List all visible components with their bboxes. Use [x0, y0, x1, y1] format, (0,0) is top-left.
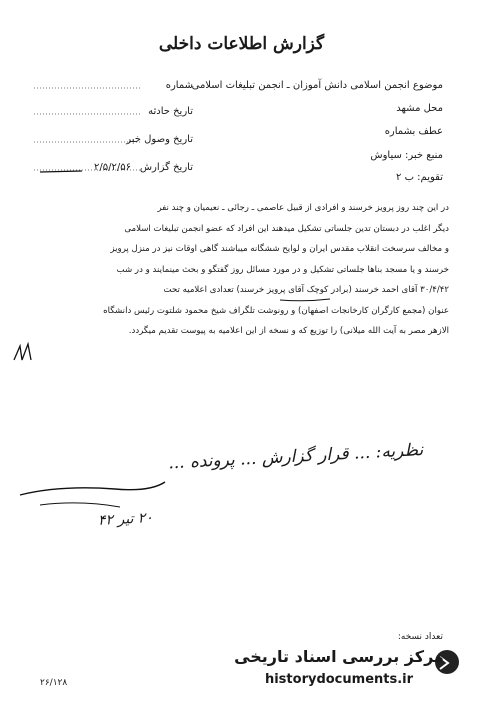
handwritten-note: نظریه: ... قرار گزارش ... پرونده ... — [167, 440, 424, 474]
report-body — [37, 198, 449, 342]
receipt-date-label: تاریخ وصول خبر — [126, 134, 193, 145]
copies-label: تعداد نسخه: — [397, 632, 443, 642]
body-line: خرسند و یا مسجد بناها جلساتی تشکیل و در مورد مسائل روز گفتگو و بحث مینمایند و در شب — [116, 264, 449, 275]
body-line: عنوان (مجمع کارگران کارخانجات اصفهان) و رونوشت تلگراف شیخ محمود شلتوت رئیس دانشگاه — [103, 305, 449, 316]
report-date-label: تاریخ گزارش — [139, 162, 193, 173]
footer-code: ۲۶/۱۲۸ — [40, 678, 68, 688]
report-date-value: ۲/۵/۲/۵۶ — [94, 162, 131, 173]
body-line: و مخالف سرسخت انقلاب مقدس ایران و لوایح ششگانه میباشند گاهی اوقات نیز در منزل پرویز — [110, 244, 449, 254]
event-date-label: تاریخ حادثه — [148, 106, 193, 117]
body-line: ۳۰/۴/۴۲ آقای احمد خرسند (برادر کوچک آقای پرویز خرسند) تعدادی اعلامیه تحت — [163, 285, 449, 295]
document-title: گزارش اطلاعات داخلی — [158, 34, 325, 54]
signature: ۲۰ تیر ۴۲ — [97, 510, 154, 529]
rating-line: تقویم: ب ۲ — [396, 172, 443, 183]
source-line: منبع خبر: سیاوش — [370, 150, 443, 161]
watermark-url: historydocuments.ir — [264, 672, 414, 687]
body-line: الازهر مصر به آیت الله میلانی) را توزیع که و نسخه از این اعلامیه به پیوست تقدیم میگردد. — [128, 326, 449, 336]
number-label: شماره — [165, 80, 193, 91]
body-line: دیگر اغلب در دبستان تدین جلساتی تشکیل میدهند این افراد که عضو انجمن تبلیغات اسلامی — [124, 223, 449, 234]
reference-line: عطف بشماره — [384, 126, 443, 137]
location-line: محل مشهد — [396, 103, 443, 114]
body-line: در این چند روز پرویز خرسند و افرادی از قبیل عاصمی ـ رجائی ـ نعیمیان و چند نفر — [157, 203, 449, 213]
subject-line: موضوع انجمن اسلامی دانش آموزان ـ انجمن تبلیغات اسلامی — [191, 80, 443, 91]
watermark-name: مرکز بررسی اسناد تاریخی — [234, 647, 444, 666]
